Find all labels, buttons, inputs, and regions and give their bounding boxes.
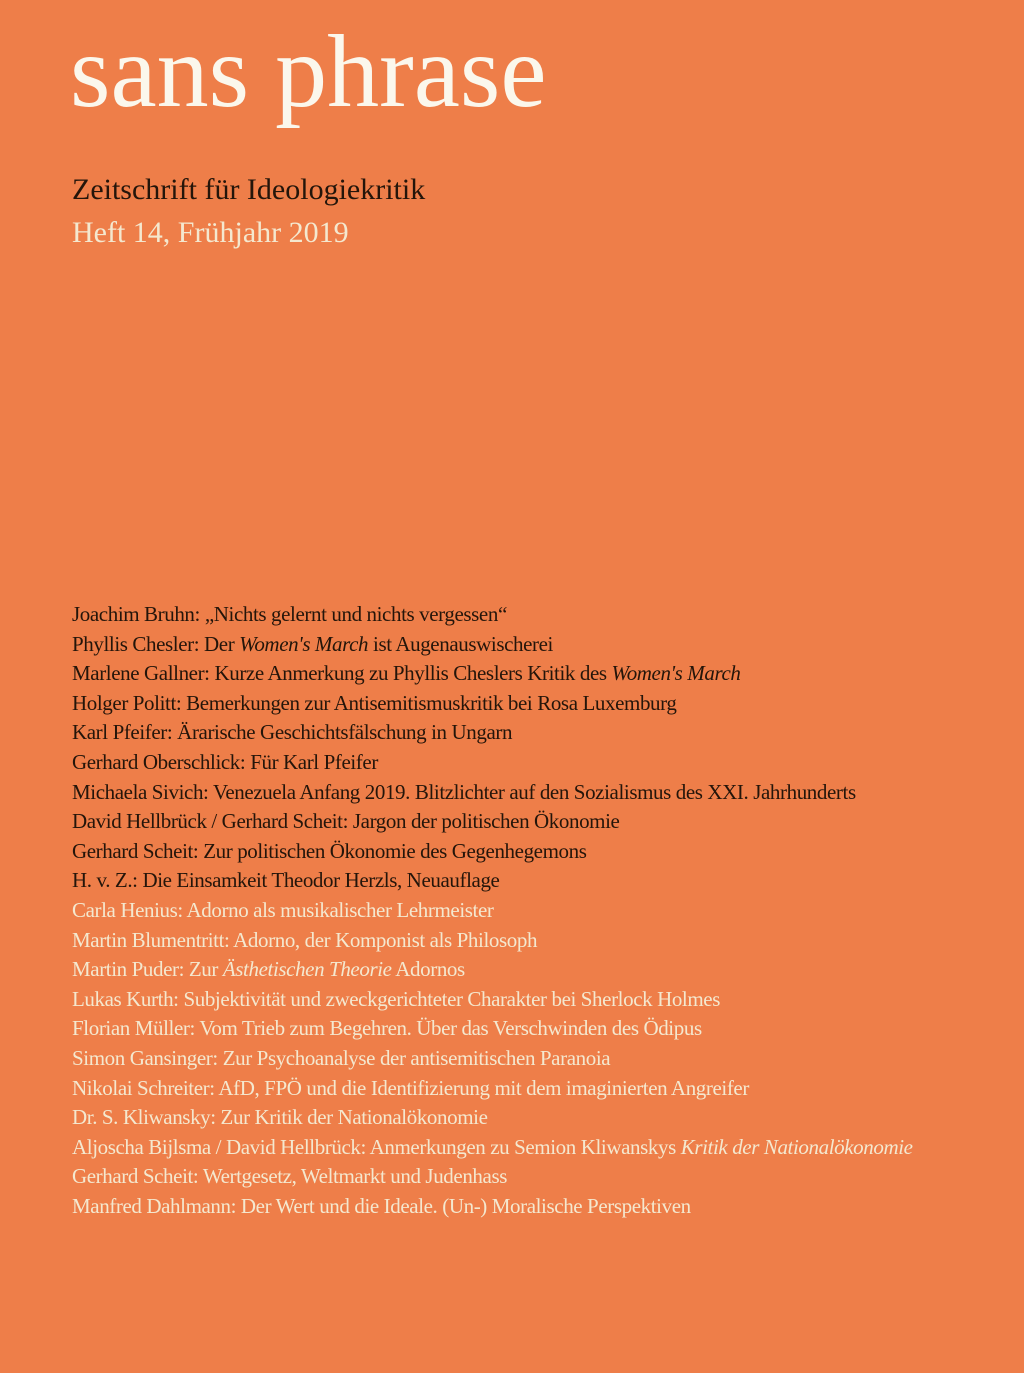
toc-entry: [72, 1133, 913, 1163]
toc-entry-text: Phyllis Chesler: Der: [72, 631, 240, 656]
masthead: [72, 168, 425, 254]
toc-entry-work-title: Kritik der Nationalökonomie: [680, 1134, 913, 1159]
toc-entry-text: ist Augenauswischerei: [368, 631, 553, 656]
toc-entry: [72, 1162, 913, 1192]
toc-entry-text: Gerhard Oberschlick: Für Karl Pfeifer: [72, 749, 378, 774]
toc-entry: [72, 837, 913, 867]
toc-entry: [72, 866, 913, 896]
toc-entry-work-title: Women's March: [611, 661, 741, 686]
toc-entry-text: Marlene Gallner: Kurze Anmerkung zu Phyllis Cheslers Kritik des: [72, 661, 612, 686]
toc-entry-text: Gerhard Scheit: Zur politischen Ökonomie des Gegenhegemons: [72, 838, 587, 863]
toc-entry: [72, 926, 913, 956]
toc-list: [72, 600, 913, 1221]
toc-entry-text: Carla Henius: Adorno als musikalischer Lehrmeister: [72, 897, 494, 922]
toc-entry-text: David Hellbrück / Gerhard Scheit: Jargon der politischen Ökonomie: [72, 809, 620, 834]
toc-entry-text: H. v. Z.: Die Einsamkeit Theodor Herzls, Neuauflage: [72, 868, 500, 893]
toc-entry: [72, 659, 913, 689]
toc-entry-text: Manfred Dahlmann: Der Wert und die Ideale. (Un-) Moralische Perspektiven: [72, 1193, 691, 1218]
toc-entry: [72, 896, 913, 926]
toc-entry: [72, 748, 913, 778]
toc-entry-text: Holger Politt: Bemerkungen zur Antisemitismuskritik bei Rosa Luxemburg: [72, 690, 677, 715]
toc-entry-text: Martin Puder: Zur: [72, 957, 223, 982]
toc-entry: [72, 1074, 913, 1104]
toc-entry-text: Martin Blumentritt: Adorno, der Komponist als Philosoph: [72, 927, 538, 952]
toc-entry: [72, 807, 913, 837]
toc-entry-work-title: Ästhetischen Theorie: [222, 957, 392, 982]
toc-entry-text: Simon Gansinger: Zur Psychoanalyse der antisemitischen Paranoia: [72, 1045, 611, 1070]
magazine-title: sans phrase: [70, 14, 547, 129]
toc-entry: [72, 630, 913, 660]
toc-entry: [72, 1103, 913, 1133]
toc-entry: [72, 1014, 913, 1044]
toc-entry: [72, 1192, 913, 1222]
toc-entry: [72, 955, 913, 985]
toc-entry-text: Nikolai Schreiter: AfD, FPÖ und die Identifizierung mit dem imaginierten Angreifer: [72, 1075, 749, 1100]
toc-entry-text: Dr. S. Kliwansky: Zur Kritik der Nationalökonomie: [72, 1105, 488, 1130]
toc-entry: [72, 985, 913, 1015]
toc-entry-text: Lukas Kurth: Subjektivität und zweckgerichteter Charakter bei Sherlock Holmes: [72, 986, 720, 1011]
toc-entry-text: Aljoscha Bijlsma / David Hellbrück: Anmerkungen zu Semion Kliwanskys: [72, 1134, 681, 1159]
toc-entry: [72, 600, 913, 630]
toc-entry: [72, 718, 913, 748]
toc-entry-text: Adornos: [391, 957, 465, 982]
toc-entry-work-title: Women's March: [239, 631, 369, 656]
toc-entry: [72, 689, 913, 719]
magazine-subtitle: Zeitschrift für Ideologiekritik: [72, 173, 426, 206]
toc-entry-text: Florian Müller: Vom Trieb zum Begehren. Über das Verschwinden des Ödipus: [72, 1016, 702, 1041]
toc-entry-text: Michaela Sivich: Venezuela Anfang 2019. Blitzlichter auf den Sozialismus des XXI. Jahrhunderts: [72, 779, 856, 804]
toc-entry-text: Karl Pfeifer: Ärarische Geschichtsfälschung in Ungarn: [72, 720, 513, 745]
toc-entry-text: Joachim Bruhn: „Nichts gelernt und nichts vergessen“: [72, 602, 507, 626]
toc-entry-text: Gerhard Scheit: Wertgesetz, Weltmarkt und Judenhass: [72, 1164, 507, 1189]
issue-info: Heft 14, Frühjahr 2019: [72, 216, 349, 249]
toc-entry: [72, 1044, 913, 1074]
toc-entry: [72, 778, 913, 808]
